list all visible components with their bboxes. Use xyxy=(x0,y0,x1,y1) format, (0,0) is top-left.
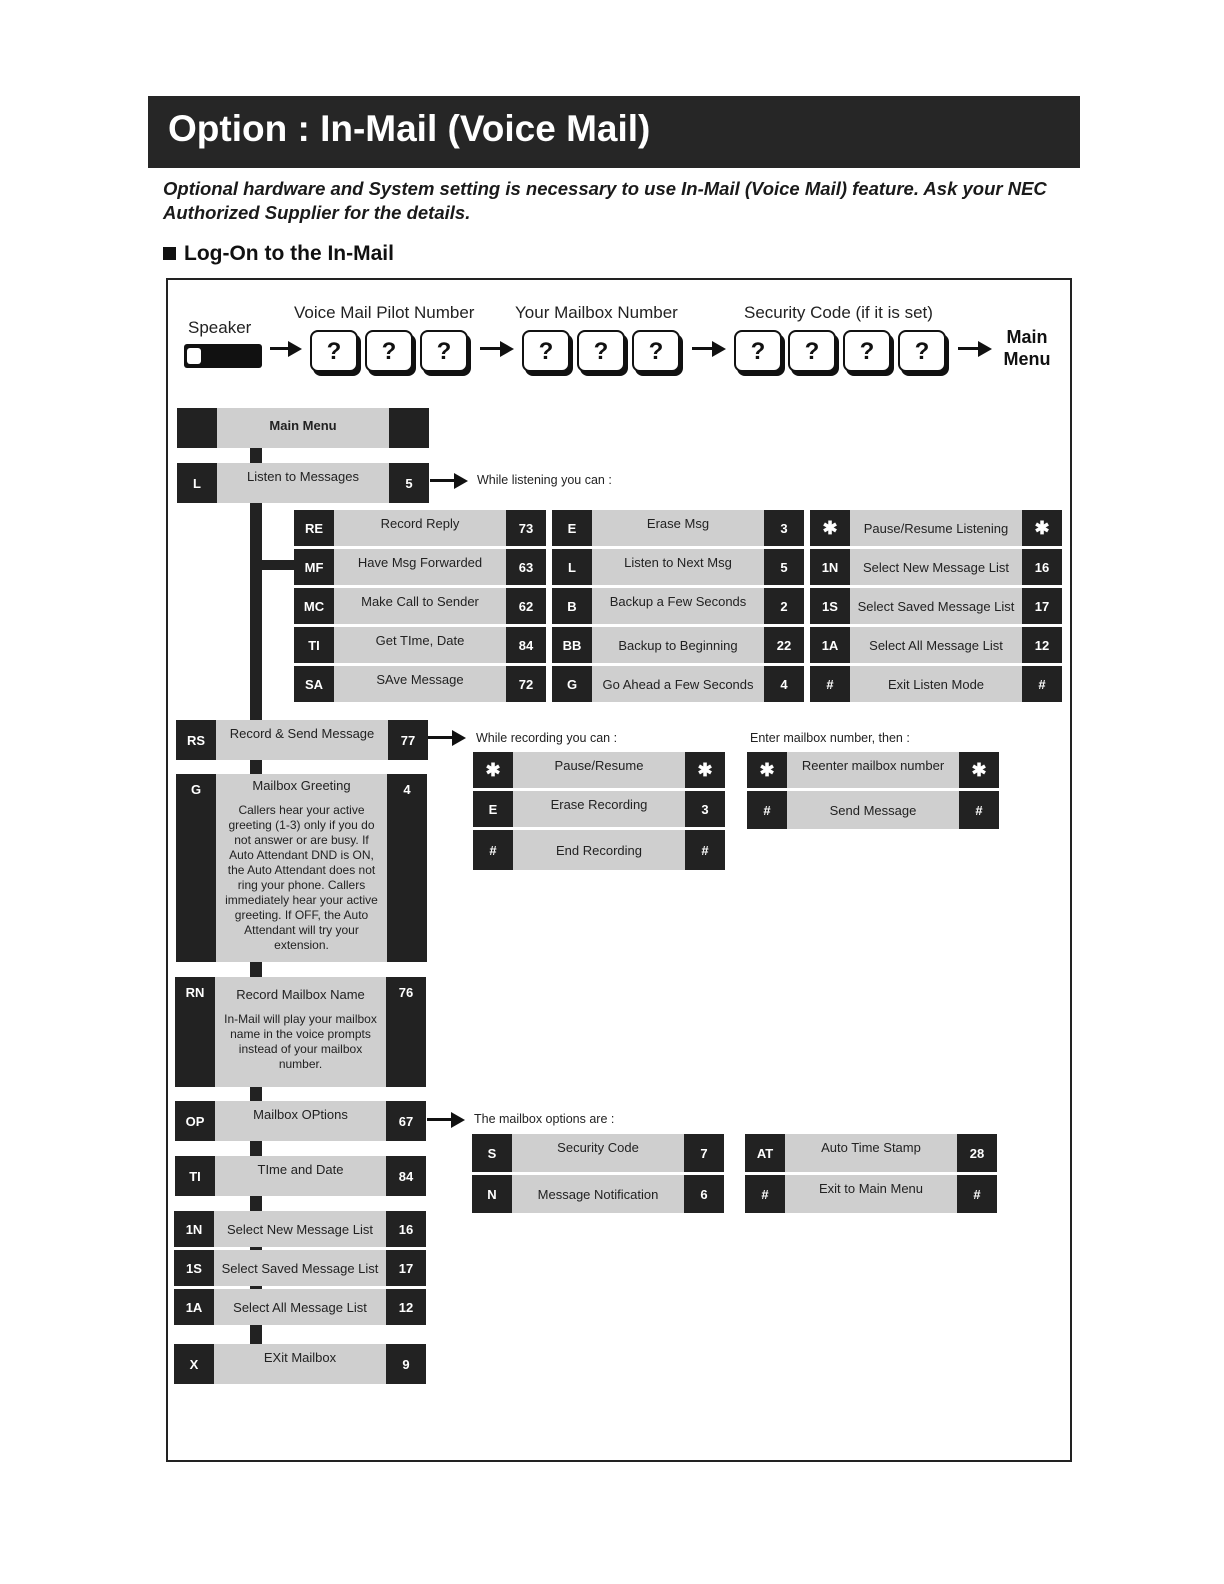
arrow-right-icon xyxy=(430,472,468,488)
option-row[interactable]: ✱ Reenter mailbox number ✱ xyxy=(747,752,999,788)
listening-options-col2 xyxy=(552,510,804,705)
arrow-right-icon xyxy=(692,340,726,356)
option-row[interactable]: # Send Message # xyxy=(747,791,999,829)
option-row[interactable]: ✱ Pause/Resume Listening ✱ xyxy=(810,510,1062,546)
option-row[interactable]: E Erase Msg 3 xyxy=(552,510,804,546)
option-row[interactable]: B Backup a Few Seconds 2 xyxy=(552,588,804,624)
security-code-label: Security Code (if it is set) xyxy=(744,303,933,322)
arrow-right-icon xyxy=(427,1111,465,1127)
menu-item[interactable]: X EXit Mailbox 9 xyxy=(174,1344,426,1384)
key-cap: ? xyxy=(843,330,891,372)
option-row[interactable]: ✱ Pause/Resume ✱ xyxy=(473,752,725,788)
menu-item[interactable]: 1A Select All Message List 12 xyxy=(174,1289,426,1325)
key-cap: ? xyxy=(310,330,358,372)
mailbox-entry-options xyxy=(747,752,999,832)
intro-text: Optional hardware and System setting is necessary to use In-Mail (Voice Mail) feature. Ask your NEC Authorized Supplier for the details. xyxy=(163,178,1047,223)
option-row[interactable]: AT Auto Time Stamp 28 xyxy=(745,1134,997,1172)
option-row[interactable]: MF Have Msg Forwarded 63 xyxy=(294,549,546,585)
option-row[interactable]: N Message Notification 6 xyxy=(472,1175,724,1213)
menu-item[interactable]: 1N Select New Message List 16 xyxy=(174,1211,426,1247)
listening-heading: While listening you can : xyxy=(477,473,612,487)
mailbox-options-col2 xyxy=(745,1134,997,1216)
option-row[interactable]: # End Recording # xyxy=(473,830,725,870)
key-cap: ? xyxy=(632,330,680,372)
pilot-number-label: Voice Mail Pilot Number xyxy=(294,303,475,322)
menu-item[interactable]: G Mailbox Greeting Callers hear your active greeting (1-3) only if you do not answer or are busy. If Auto Attendant DND is ON, the Auto Attendant does not ring your phone. Callers immediately hear your active greeting. If OFF, the Auto Attendant will try your extension. 4 xyxy=(176,774,427,962)
option-row[interactable]: 1A Select All Message List 12 xyxy=(810,627,1062,663)
menu-item[interactable]: OP Mailbox OPtions 67 xyxy=(175,1101,426,1141)
option-row[interactable]: TI Get TIme, Date 84 xyxy=(294,627,546,663)
bullet-square-icon xyxy=(163,247,176,260)
mailbox-number-label: Your Mailbox Number xyxy=(515,303,678,322)
title-bar xyxy=(148,96,1080,168)
mailbox-options-col1 xyxy=(472,1134,724,1216)
section-heading xyxy=(163,242,394,266)
listening-options-col3 xyxy=(810,510,1062,705)
key-cap: ? xyxy=(898,330,946,372)
key-cap: ? xyxy=(577,330,625,372)
arrow-right-icon xyxy=(958,340,992,356)
menu-item[interactable]: RS Record & Send Message 77 xyxy=(176,720,428,760)
option-row[interactable]: BB Backup to Beginning 22 xyxy=(552,627,804,663)
menu-item[interactable]: TI TIme and Date 84 xyxy=(175,1156,426,1196)
section-title: Log-On to the In-Mail xyxy=(184,242,394,265)
connector-line xyxy=(262,560,294,570)
recording-options xyxy=(473,752,725,873)
key-cap: ? xyxy=(788,330,836,372)
option-row[interactable]: # Exit Listen Mode # xyxy=(810,666,1062,702)
menu-item[interactable]: L Listen to Messages 5 xyxy=(177,463,429,503)
key-cap: ? xyxy=(734,330,782,372)
options-heading: The mailbox options are : xyxy=(474,1112,615,1126)
arrow-right-icon xyxy=(270,340,302,356)
arrow-right-icon xyxy=(480,340,514,356)
mailbox-entry-heading: Enter mailbox number, then : xyxy=(750,731,910,745)
option-row[interactable]: # Exit to Main Menu # xyxy=(745,1175,997,1213)
option-row[interactable]: 1S Select Saved Message List 17 xyxy=(810,588,1062,624)
message-list-group xyxy=(174,1211,426,1328)
key-cap: ? xyxy=(522,330,570,372)
option-row[interactable]: RE Record Reply 73 xyxy=(294,510,546,546)
option-row[interactable]: S Security Code 7 xyxy=(472,1134,724,1172)
option-row[interactable]: E Erase Recording 3 xyxy=(473,791,725,827)
option-row[interactable]: SA SAve Message 72 xyxy=(294,666,546,702)
speaker-key-icon xyxy=(184,344,262,368)
main-menu-destination: Main Menu xyxy=(1003,327,1051,369)
option-row[interactable]: MC Make Call to Sender 62 xyxy=(294,588,546,624)
menu-item[interactable]: 1S Select Saved Message List 17 xyxy=(174,1250,426,1286)
option-row[interactable]: L Listen to Next Msg 5 xyxy=(552,549,804,585)
option-row[interactable]: 1N Select New Message List 16 xyxy=(810,549,1062,585)
menu-item[interactable]: RN Record Mailbox Name In-Mail will play your mailbox name in the voice prompts instead of your mailbox number. 76 xyxy=(175,977,426,1087)
arrow-right-icon xyxy=(428,729,466,745)
key-cap: ? xyxy=(365,330,413,372)
main-menu-header: Main Menu xyxy=(177,408,429,448)
key-cap: ? xyxy=(420,330,468,372)
option-row[interactable]: G Go Ahead a Few Seconds 4 xyxy=(552,666,804,702)
speaker-label: Speaker xyxy=(188,318,252,337)
listening-options-col1 xyxy=(294,510,546,705)
page-title: Option : In-Mail (Voice Mail) xyxy=(168,108,651,149)
recording-heading: While recording you can : xyxy=(476,731,618,745)
